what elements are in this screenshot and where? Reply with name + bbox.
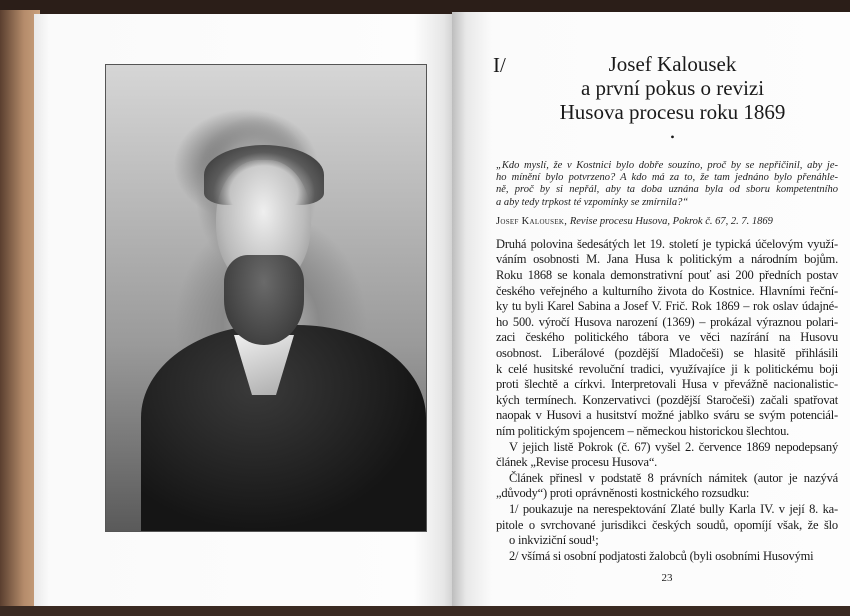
book-bottom-edge — [0, 606, 850, 616]
portrait-photo — [105, 64, 427, 532]
body-line: článek „Revise procesu Husova“. — [496, 455, 658, 470]
epigraph-line: ně, proč by si nepřál, aby ta doba uznána byla od sboru kompetentního — [496, 184, 838, 196]
body-line: Článek přinesl v podstatě 8 právních námitek (autor je nazývá — [509, 470, 838, 485]
body-line: ho 500. výročí Husova narození (1369) – prokázal výraznou polari- — [496, 314, 838, 329]
body-line: o inkviziční soud¹; — [509, 533, 599, 548]
title-line: Husova procesu roku 1869 — [559, 100, 786, 124]
chapter-title — [527, 52, 838, 144]
ornament: • — [670, 130, 675, 144]
body-line: Druhá polovina šedesátých let 19. století je typická účelovým využí- — [496, 236, 838, 251]
body-line: Roku 1868 se konala demonstrativní pouť asi 200 předních postav — [496, 268, 838, 282]
portrait-hair — [204, 145, 324, 205]
body-line: proti šlechtě a církvi. Interpretovali Husa v převážně nacionalistic- — [496, 377, 838, 392]
body-line: váním osobnosti M. Jana Husa k politickým a národním bojům. — [496, 252, 838, 267]
chapter-number: I/ — [493, 53, 506, 77]
portrait-beard — [224, 255, 304, 345]
body-line: „důvody“) proti oprávněnosti kostnického rozsudku: — [496, 486, 750, 501]
body-line: naopak v Husovi a husitství možné jablko sváru se svým potenciál- — [496, 408, 838, 423]
epigraph — [496, 160, 838, 209]
chapter-heading — [493, 52, 838, 144]
body-line: českého veřejného a kulturního života do Kostnice. Hlavními řeční- — [496, 283, 838, 298]
body-line: osobnost. Liberálové (pozdější Mladočeši) se hlasitě přihlásili — [496, 345, 838, 360]
title-line: a první pokus o revizi — [580, 76, 765, 100]
epigraph-source: Revise procesu Husova, Pokrok č. 67, 2. 7. 1869 — [569, 215, 773, 227]
epigraph-line: „Kdo myslí, že v Kostnici bylo dobře souzíno, proč by se nepřičinil, aby je- — [496, 160, 838, 171]
body-line: pitole o svrchované jurisdikci českých soudů, opomíjí však, že šlo — [496, 517, 838, 532]
body-text — [496, 237, 838, 564]
epigraph-line: a aby tedy trpkost té vzpomínky se zmírnila?“ — [496, 196, 689, 208]
right-page-text — [496, 160, 838, 585]
body-line: ky tu byli Karel Sabina a Josef V. Frič. Rok 1869 – rok oslav údajné- — [496, 299, 838, 314]
body-line: V jejich listě Pokrok (č. 67) vyšel 2. července 1869 nepodepsaný — [509, 439, 838, 454]
epigraph-attribution — [496, 215, 838, 228]
body-line: k celé husitské revoluční tradici, využívajíce ji k politickému boji — [496, 361, 838, 376]
body-line: zaci českého politického tábora ve věci nazírání na Husovu — [496, 330, 838, 345]
body-line: kých termínech. Konzervativci (pozdější Staročeši) začali spatřovat — [496, 392, 838, 407]
body-line: 2/ všímá si osobní podjatosti žalobců (byli osobními Husovými — [509, 548, 814, 563]
body-line: 1/ poukazuje na nerespektování Zlaté bully Karla IV. v její 8. ka- — [509, 501, 838, 516]
title-line: Josef Kalousek — [608, 52, 737, 76]
page-number: 23 — [661, 572, 673, 585]
body-line: ním politickým spojencem – německou historickou šlechtou. — [496, 423, 790, 438]
epigraph-line: ho mínění bylo potvrzeno? A kdo má za to, že tam jednáno bylo přenáhle- — [496, 172, 838, 184]
epigraph-author: Josef Kalousek, — [496, 215, 568, 227]
